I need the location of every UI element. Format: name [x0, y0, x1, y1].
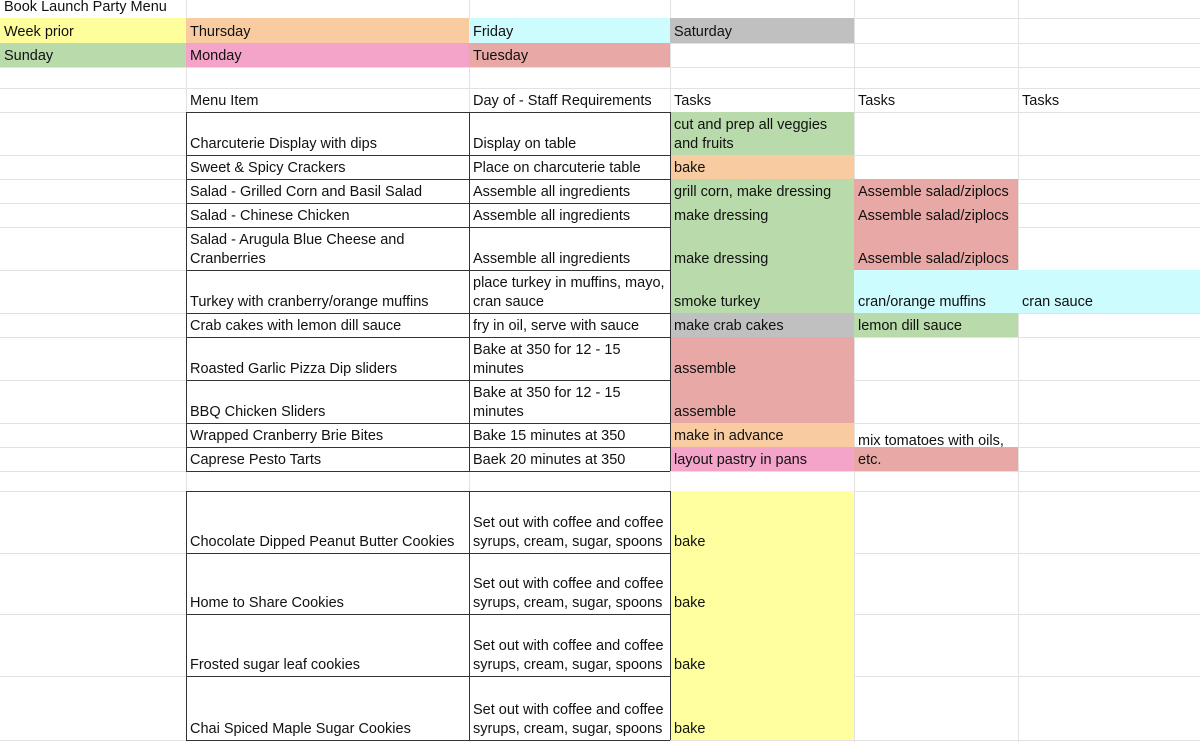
header-tasks-2-text: Tasks — [858, 92, 896, 109]
menu-item-cell[interactable] — [186, 553, 469, 614]
task-2-cell[interactable] — [854, 471, 1018, 491]
task-2-cell[interactable] — [854, 313, 1018, 337]
task-3-cell[interactable] — [1018, 491, 1200, 553]
menu-item-cell-text: Salad - Arugula Blue Cheese and Cranberries — [190, 232, 409, 267]
header-tasks-3[interactable] — [1018, 88, 1200, 112]
legend-tuesday[interactable] — [469, 43, 670, 67]
menu-item-cell-text: Frosted sugar leaf cookies — [190, 656, 361, 673]
menu-item-cell[interactable] — [186, 227, 469, 270]
staff-requirement-cell-text: Assemble all ingredients — [473, 183, 631, 200]
task-1-cell-text: bake — [674, 720, 706, 737]
staff-requirement-cell-text: Assemble all ingredients — [473, 250, 631, 267]
legend-saturday-text: Saturday — [674, 23, 733, 40]
menu-item-cell-text: Chai Spiced Maple Sugar Cookies — [190, 720, 411, 737]
table-border — [670, 112, 671, 471]
menu-item-cell-text: Charcuterie Display with dips — [190, 135, 377, 152]
staff-requirement-cell-text: Set out with coffee and coffee syrups, cream, sugar, spoons — [473, 702, 668, 737]
table-border — [186, 112, 187, 471]
task-1-cell-text: grill corn, make dressing — [674, 183, 832, 200]
legend-sunday-text: Sunday — [4, 47, 54, 64]
task-1-cell[interactable] — [670, 471, 854, 491]
header-tasks-2[interactable] — [854, 88, 1018, 112]
staff-requirement-cell[interactable] — [469, 491, 670, 553]
menu-item-cell-text: Crab cakes with lemon dill sauce — [190, 317, 402, 334]
task-1-cell-text: bake — [674, 533, 706, 550]
task-1-cell-text: layout pastry in pans — [674, 451, 807, 468]
header-menu-item[interactable] — [186, 88, 469, 112]
task-2-cell[interactable] — [854, 676, 1018, 740]
header-tasks-1[interactable] — [670, 88, 854, 112]
menu-item-cell-text: Salad - Grilled Corn and Basil Salad — [190, 183, 423, 200]
legend-thursday[interactable] — [186, 18, 469, 43]
table-border — [186, 491, 670, 492]
legend-saturday[interactable] — [670, 18, 854, 43]
task-2-cell[interactable] — [854, 433, 1018, 471]
task-2-cell[interactable] — [854, 270, 1018, 313]
legend-week-prior[interactable] — [0, 18, 186, 43]
menu-item-cell[interactable] — [186, 380, 469, 423]
staff-requirement-cell[interactable] — [469, 112, 670, 155]
task-1-cell-text: make dressing — [674, 250, 769, 267]
task-1-cell-text: make dressing — [674, 207, 769, 224]
task-2-cell[interactable] — [854, 227, 1018, 270]
task-2-cell[interactable] — [854, 337, 1018, 380]
staff-requirement-cell[interactable] — [469, 270, 670, 313]
menu-item-cell-text: Wrapped Cranberry Brie Bites — [190, 427, 384, 444]
task-1-cell[interactable] — [670, 380, 854, 423]
task-3-cell[interactable] — [1018, 423, 1200, 447]
menu-item-cell[interactable] — [186, 447, 469, 471]
table-border — [186, 614, 670, 615]
task-1-cell[interactable] — [670, 337, 854, 380]
task-1-cell[interactable] — [670, 491, 854, 553]
staff-requirement-cell[interactable] — [469, 553, 670, 614]
task-3-cell[interactable] — [1018, 337, 1200, 380]
task-3-cell[interactable] — [1018, 553, 1200, 614]
legend-friday[interactable] — [469, 18, 670, 43]
menu-item-cell[interactable] — [186, 313, 469, 337]
task-1-cell[interactable] — [670, 614, 854, 676]
menu-item-cell-text: Caprese Pesto Tarts — [190, 451, 322, 468]
staff-requirement-cell[interactable] — [469, 614, 670, 676]
legend-sunday[interactable] — [0, 43, 186, 67]
staff-requirement-cell-text: place turkey in muffins, mayo, cran sauce — [473, 275, 669, 310]
sheet-title-cell[interactable] — [0, 0, 186, 18]
legend-week-prior-text: Week prior — [4, 23, 74, 40]
task-2-cell-text: Assemble salad/ziplocs — [858, 183, 1009, 200]
menu-item-cell[interactable] — [186, 155, 469, 179]
header-staff-requirements-text: Day of - Staff Requirements — [473, 92, 652, 109]
task-1-cell[interactable] — [670, 447, 854, 471]
menu-item-cell[interactable] — [186, 179, 469, 203]
task-1-cell[interactable] — [670, 155, 854, 179]
task-3-cell[interactable] — [1018, 447, 1200, 471]
task-3-cell[interactable] — [1018, 227, 1200, 270]
staff-requirement-cell-text: fry in oil, serve with sauce — [473, 317, 640, 334]
staff-requirement-cell[interactable] — [469, 179, 670, 203]
table-border — [186, 155, 670, 156]
task-3-cell[interactable] — [1018, 313, 1200, 337]
task-3-cell[interactable] — [1018, 380, 1200, 423]
task-3-cell-text: cran sauce — [1022, 293, 1093, 310]
menu-item-cell-text: BBQ Chicken Sliders — [190, 403, 326, 420]
menu-item-cell-text: Salad - Chinese Chicken — [190, 207, 350, 224]
task-2-cell-text: Assemble salad/ziplocs — [858, 207, 1009, 224]
table-border — [186, 380, 670, 381]
table-border — [186, 270, 670, 271]
task-2-cell[interactable] — [854, 380, 1018, 423]
table-border — [186, 203, 670, 204]
staff-requirement-cell[interactable] — [469, 155, 670, 179]
menu-item-cell[interactable] — [186, 491, 469, 553]
table-border — [670, 491, 671, 740]
legend-tuesday-text: Tuesday — [473, 47, 529, 64]
table-border — [186, 491, 187, 740]
menu-item-cell[interactable] — [186, 614, 469, 676]
menu-item-cell[interactable] — [186, 112, 469, 155]
table-border — [469, 112, 470, 471]
staff-requirement-cell[interactable] — [469, 227, 670, 270]
task-2-cell[interactable] — [854, 179, 1018, 203]
table-border — [186, 740, 670, 741]
header-menu-item-text: Menu Item — [190, 92, 259, 109]
task-1-cell-text: make crab cakes — [674, 317, 784, 334]
task-2-cell-text: cran/orange muffins — [858, 293, 986, 310]
task-1-cell[interactable] — [670, 112, 854, 155]
task-1-cell[interactable] — [670, 203, 854, 227]
menu-item-cell[interactable] — [186, 270, 469, 313]
task-2-cell-text: mix tomatoes with oils, etc. — [858, 433, 1008, 468]
table-border — [186, 179, 670, 180]
task-1-cell[interactable] — [670, 676, 854, 740]
task-1-cell-text: bake — [674, 159, 706, 176]
staff-requirement-cell[interactable] — [469, 337, 670, 380]
menu-item-cell[interactable] — [186, 203, 469, 227]
header-staff-requirements[interactable] — [469, 88, 670, 112]
task-2-cell-text: Assemble salad/ziplocs — [858, 250, 1009, 267]
table-border — [186, 112, 670, 113]
menu-item-cell[interactable] — [186, 471, 469, 491]
staff-requirement-cell-text: Assemble all ingredients — [473, 207, 631, 224]
menu-item-cell-text: Sweet & Spicy Crackers — [190, 159, 346, 176]
row-gridline — [0, 67, 1200, 68]
legend-monday-text: Monday — [190, 47, 242, 64]
task-3-cell[interactable] — [1018, 155, 1200, 179]
legend-thursday-text: Thursday — [190, 23, 251, 40]
menu-item-cell-text: Home to Share Cookies — [190, 594, 344, 611]
task-2-cell[interactable] — [854, 614, 1018, 676]
task-3-cell[interactable] — [1018, 179, 1200, 203]
task-1-cell-text: bake — [674, 594, 706, 611]
task-3-cell[interactable] — [1018, 471, 1200, 491]
staff-requirement-cell[interactable] — [469, 313, 670, 337]
task-1-cell[interactable] — [670, 179, 854, 203]
header-tasks-3-text: Tasks — [1022, 92, 1060, 109]
task-2-cell-text: lemon dill sauce — [858, 317, 962, 334]
task-2-cell[interactable] — [854, 112, 1018, 155]
task-1-cell-text: assemble — [674, 403, 737, 420]
task-3-cell[interactable] — [1018, 203, 1200, 227]
task-2-cell[interactable] — [854, 155, 1018, 179]
task-2-cell[interactable] — [854, 553, 1018, 614]
staff-requirement-cell[interactable] — [469, 471, 670, 491]
menu-item-cell-text: Roasted Garlic Pizza Dip sliders — [190, 360, 398, 377]
task-3-cell[interactable] — [1018, 676, 1200, 740]
task-2-cell[interactable] — [854, 203, 1018, 227]
task-1-cell[interactable] — [670, 270, 854, 313]
task-3-cell[interactable] — [1018, 270, 1200, 313]
staff-requirement-cell[interactable] — [469, 423, 670, 447]
menu-item-cell[interactable] — [186, 676, 469, 740]
task-1-cell[interactable] — [670, 423, 854, 447]
task-1-cell-text: bake — [674, 656, 706, 673]
table-border — [186, 227, 670, 228]
task-3-cell[interactable] — [1018, 112, 1200, 155]
staff-requirement-cell[interactable] — [469, 447, 670, 471]
menu-item-cell[interactable] — [186, 423, 469, 447]
task-1-cell-text: cut and prep all veggies and fruits — [674, 117, 832, 152]
table-border — [186, 313, 670, 314]
table-border — [186, 676, 670, 677]
menu-item-cell-text: Chocolate Dipped Peanut Butter Cookies — [190, 533, 455, 550]
task-2-cell[interactable] — [854, 491, 1018, 553]
staff-requirement-cell-text: Bake at 350 for 12 - 15 minutes — [473, 342, 625, 377]
legend-monday[interactable] — [186, 43, 469, 67]
staff-requirement-cell-text: Set out with coffee and coffee syrups, cream, sugar, spoons — [473, 638, 668, 673]
staff-requirement-cell-text: Set out with coffee and coffee syrups, cream, sugar, spoons — [473, 515, 668, 550]
task-3-cell[interactable] — [1018, 614, 1200, 676]
table-border — [186, 447, 670, 448]
staff-requirement-cell-text: Place on charcuterie table — [473, 159, 641, 176]
task-1-cell[interactable] — [670, 553, 854, 614]
table-border — [186, 337, 670, 338]
menu-item-cell-text: Turkey with cranberry/orange muffins — [190, 293, 429, 310]
staff-requirement-cell-text: Bake 15 minutes at 350 — [473, 427, 626, 444]
task-1-cell[interactable] — [670, 227, 854, 270]
task-1-cell-text: smoke turkey — [674, 293, 761, 310]
task-1-cell-text: assemble — [674, 360, 737, 377]
task-1-cell-text: make in advance — [674, 427, 784, 444]
table-border — [469, 491, 470, 740]
staff-requirement-cell-text: Bake at 350 for 12 - 15 minutes — [473, 385, 625, 420]
table-border — [186, 553, 670, 554]
task-1-cell[interactable] — [670, 313, 854, 337]
header-tasks-1-text: Tasks — [674, 92, 712, 109]
table-border — [186, 423, 670, 424]
staff-requirement-cell-text: Baek 20 minutes at 350 — [473, 451, 626, 468]
menu-item-cell[interactable] — [186, 337, 469, 380]
legend-friday-text: Friday — [473, 23, 514, 40]
staff-requirement-cell[interactable] — [469, 203, 670, 227]
staff-requirement-cell[interactable] — [469, 676, 670, 740]
staff-requirement-cell-text: Display on table — [473, 135, 577, 152]
staff-requirement-cell-text: Set out with coffee and coffee syrups, cream, sugar, spoons — [473, 576, 668, 611]
table-border — [186, 471, 670, 472]
staff-requirement-cell[interactable] — [469, 380, 670, 423]
sheet-title-cell-text: Book Launch Party Menu — [4, 0, 167, 15]
